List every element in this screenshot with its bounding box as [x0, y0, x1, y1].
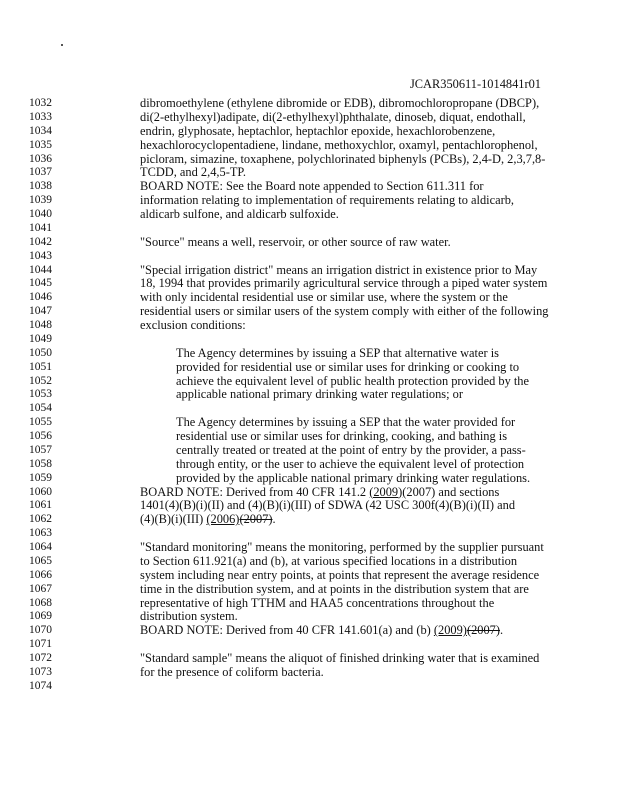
text-segment: The Agency determines by issuing a SEP that alternative water is	[176, 345, 499, 360]
text-segment: BOARD NOTE: See the Board note appended to Section 611.311 for	[140, 179, 484, 194]
document-id-header: JCAR350611-1014841r01	[409, 77, 541, 91]
text-segment: 18, 1994 that provides primarily agricultural service through a piped water system	[140, 276, 548, 291]
document-line	[0, 652, 618, 666]
document-line	[0, 153, 618, 167]
line-number: 1066	[29, 568, 52, 581]
document-line	[0, 555, 618, 569]
line-text	[140, 111, 526, 125]
text-segment: 1401(4)(B)(i)(II) and (4)(B)(i)(III) of SDWA (42 USC 300f(4)(B)(i)(II) and	[140, 498, 516, 513]
line-text	[176, 444, 526, 458]
document-line	[0, 680, 618, 694]
text-segment: with only incidental residential use or similar use, where the system or the	[140, 290, 508, 305]
document-line	[0, 166, 618, 180]
document-line	[0, 347, 618, 361]
line-number: 1062	[29, 513, 52, 526]
text-segment: hexachlorocyclopentadiene, lindane, methoxychlor, oxamyl, pentachlorophenol,	[140, 137, 538, 152]
line-number: 1054	[29, 402, 52, 415]
document-line	[0, 416, 618, 430]
line-text	[140, 208, 339, 222]
text-segment: for the presence of coliform bacteria.	[140, 664, 324, 679]
line-number: 1074	[29, 679, 52, 692]
text-segment: TCDD, and 2,4,5-TP.	[140, 165, 247, 180]
line-text	[140, 97, 539, 111]
inserted-text: (2006)	[206, 512, 240, 527]
document-line	[0, 305, 618, 319]
text-segment: aldicarb sulfone, and aldicarb sulfoxide.	[140, 207, 339, 221]
text-segment: to Section 611.921(a) and (b), at various specified locations in a distribution	[140, 553, 518, 568]
line-number: 1048	[29, 319, 52, 331]
line-number: 1042	[29, 235, 52, 248]
document-line	[0, 139, 618, 153]
line-text	[140, 513, 276, 527]
document-line	[0, 264, 618, 278]
text-segment: BOARD NOTE: Derived from 40 CFR 141.2	[140, 484, 370, 499]
text-segment: The Agency determines by issuing a SEP that the water provided for	[176, 415, 516, 430]
text-segment: centrally treated or treated at the point of entry by the provider, a pass-	[176, 442, 526, 457]
line-text	[140, 666, 324, 680]
line-text	[140, 569, 539, 583]
document-line	[0, 125, 618, 139]
document-line	[0, 291, 618, 305]
line-number: 1032	[29, 97, 52, 109]
text-segment: di(2-ethylhexyl)adipate, di(2-ethylhexyl)phthalate, dinoseb, diquat, endothall,	[140, 109, 526, 124]
document-line	[0, 513, 618, 527]
line-text	[140, 583, 529, 597]
line-text	[140, 236, 451, 250]
document-line	[0, 610, 618, 624]
line-text	[140, 194, 514, 208]
line-number: 1040	[29, 208, 52, 220]
line-number: 1060	[29, 485, 52, 498]
document-line	[0, 569, 618, 583]
document-body	[0, 97, 618, 694]
deleted-text: (2007)	[239, 512, 273, 527]
line-text	[140, 486, 499, 500]
document-line	[0, 458, 618, 472]
text-segment: "Source" means a well, reservoir, or other source of raw water.	[140, 234, 451, 249]
text-segment: residential users or similar users of the system comply with either of the following	[140, 304, 549, 319]
text-segment: through entity, or the user to achieve the equivalent level of protection	[176, 456, 525, 471]
line-number: 1052	[29, 374, 52, 387]
document-line	[0, 375, 618, 389]
text-segment: applicable national primary drinking water regulations; or	[176, 387, 463, 402]
document-line	[0, 250, 618, 264]
text-segment: provided for residential use or similar uses for drinking or cooking to	[176, 359, 520, 374]
line-text	[140, 166, 246, 180]
line-text	[176, 458, 524, 472]
line-text	[140, 264, 537, 278]
text-segment: provided by the applicable national primary drinking water regulations.	[176, 470, 531, 485]
document-line	[0, 597, 618, 611]
line-number: 1039	[29, 194, 52, 207]
document-line	[0, 583, 618, 597]
document-line	[0, 666, 618, 680]
line-number: 1070	[29, 624, 52, 637]
deleted-text: (2007)	[466, 623, 500, 638]
line-text	[140, 499, 515, 513]
line-number: 1058	[29, 457, 52, 470]
line-number: 1053	[29, 388, 52, 401]
document-line	[0, 402, 618, 416]
document-line	[0, 527, 618, 541]
line-text	[176, 361, 519, 375]
document-line	[0, 486, 618, 500]
document-line	[0, 388, 618, 402]
text-segment: endrin, glyphosate, heptachlor, heptachlor epoxide, hexachlorobenzene,	[140, 123, 496, 138]
line-text	[140, 597, 494, 611]
text-segment: achieve the equivalent level of public health protection provided by the	[176, 373, 530, 388]
line-number: 1047	[29, 305, 52, 318]
text-segment: representative of high TTHM and HAA5 concentrations throughout the	[140, 595, 495, 610]
line-number: 1049	[29, 332, 52, 345]
document-line	[0, 499, 618, 513]
document-line	[0, 180, 618, 194]
text-segment: distribution system.	[140, 609, 238, 624]
text-segment: information relating to implementation of requirements relating to aldicarb,	[140, 193, 515, 208]
inserted-text: (2009)	[433, 623, 467, 638]
text-segment: .	[499, 623, 504, 638]
line-number: 1064	[29, 541, 52, 553]
line-text	[140, 652, 539, 666]
text-segment: "Standard sample" means the aliquot of finished drinking water that is examined	[140, 651, 540, 665]
text-segment: (4)(B)(i)(III)	[140, 512, 207, 527]
line-number: 1072	[29, 652, 52, 664]
line-text	[140, 180, 484, 194]
line-text	[176, 416, 515, 430]
line-number: 1036	[29, 152, 52, 165]
text-segment: exclusion conditions:	[140, 318, 246, 332]
line-text	[140, 555, 517, 569]
line-text	[176, 472, 530, 486]
line-number: 1065	[29, 554, 52, 567]
document-line	[0, 361, 618, 375]
document-line	[0, 208, 618, 222]
text-segment: system including near entry points, at points that represent the average residence	[140, 567, 540, 582]
line-number: 1044	[29, 263, 52, 276]
line-text	[140, 610, 238, 624]
line-text	[140, 291, 508, 305]
line-number: 1067	[29, 582, 52, 595]
line-number: 1059	[29, 471, 52, 484]
line-number: 1050	[29, 346, 52, 359]
line-number: 1045	[29, 277, 52, 290]
line-number: 1073	[29, 665, 52, 678]
line-text	[176, 388, 463, 402]
document-line	[0, 472, 618, 486]
line-text	[140, 153, 545, 167]
line-text	[140, 624, 503, 638]
text-segment: residential use or similar uses for drinking, cooking, and bathing is	[176, 429, 508, 443]
line-text	[176, 375, 529, 389]
line-number: 1068	[29, 596, 52, 609]
text-segment: BOARD NOTE: Derived from 40 CFR 141.601(a) and (b)	[140, 623, 434, 638]
document-line	[0, 111, 618, 125]
line-number: 1043	[29, 249, 52, 262]
document-line	[0, 236, 618, 250]
line-text	[176, 430, 507, 444]
line-number: 1057	[29, 443, 52, 456]
document-line	[0, 624, 618, 638]
document-line	[0, 277, 618, 291]
line-number: 1063	[29, 527, 52, 540]
document-line	[0, 541, 618, 555]
document-line	[0, 430, 618, 444]
line-text	[140, 319, 246, 333]
text-segment: "Special irrigation district" means an irrigation district in existence prior to May	[140, 262, 538, 277]
line-number: 1035	[29, 138, 52, 151]
line-number: 1046	[29, 291, 52, 304]
line-number: 1071	[29, 638, 52, 651]
document-line	[0, 333, 618, 347]
text-segment: "Standard monitoring" means the monitoring, performed by the supplier pursuant	[140, 540, 544, 554]
line-number: 1041	[29, 221, 52, 234]
document-line	[0, 222, 618, 236]
line-number: 1061	[29, 499, 52, 512]
line-text	[140, 139, 538, 153]
text-segment: (2007) and sections	[402, 484, 500, 499]
line-number: 1033	[29, 110, 52, 123]
document-line	[0, 97, 618, 111]
line-number: 1056	[29, 430, 52, 442]
line-text	[140, 125, 495, 139]
text-segment: .	[272, 512, 276, 527]
line-number: 1037	[29, 166, 52, 179]
document-line	[0, 319, 618, 333]
document-line	[0, 444, 618, 458]
line-text	[140, 305, 548, 319]
text-segment: time in the distribution system, and at points in the distribution system that are	[140, 581, 529, 596]
document-line	[0, 194, 618, 208]
text-segment: picloram, simazine, toxaphene, polychlorinated biphenyls (PCBs), 2,4-D, 2,3,7,8-	[140, 151, 546, 166]
line-text	[140, 541, 544, 555]
line-number: 1034	[29, 124, 52, 137]
line-text	[176, 347, 499, 361]
scan-speck	[61, 44, 63, 46]
document-line	[0, 638, 618, 652]
inserted-text: (2009)	[369, 484, 403, 499]
text-segment: dibromoethylene (ethylene dibromide or EDB), dibromochloropropane (DBCP),	[140, 96, 540, 110]
line-number: 1055	[29, 416, 52, 429]
line-number: 1069	[29, 610, 52, 623]
line-text	[140, 277, 547, 291]
line-number: 1051	[29, 360, 52, 373]
line-number: 1038	[29, 180, 52, 193]
